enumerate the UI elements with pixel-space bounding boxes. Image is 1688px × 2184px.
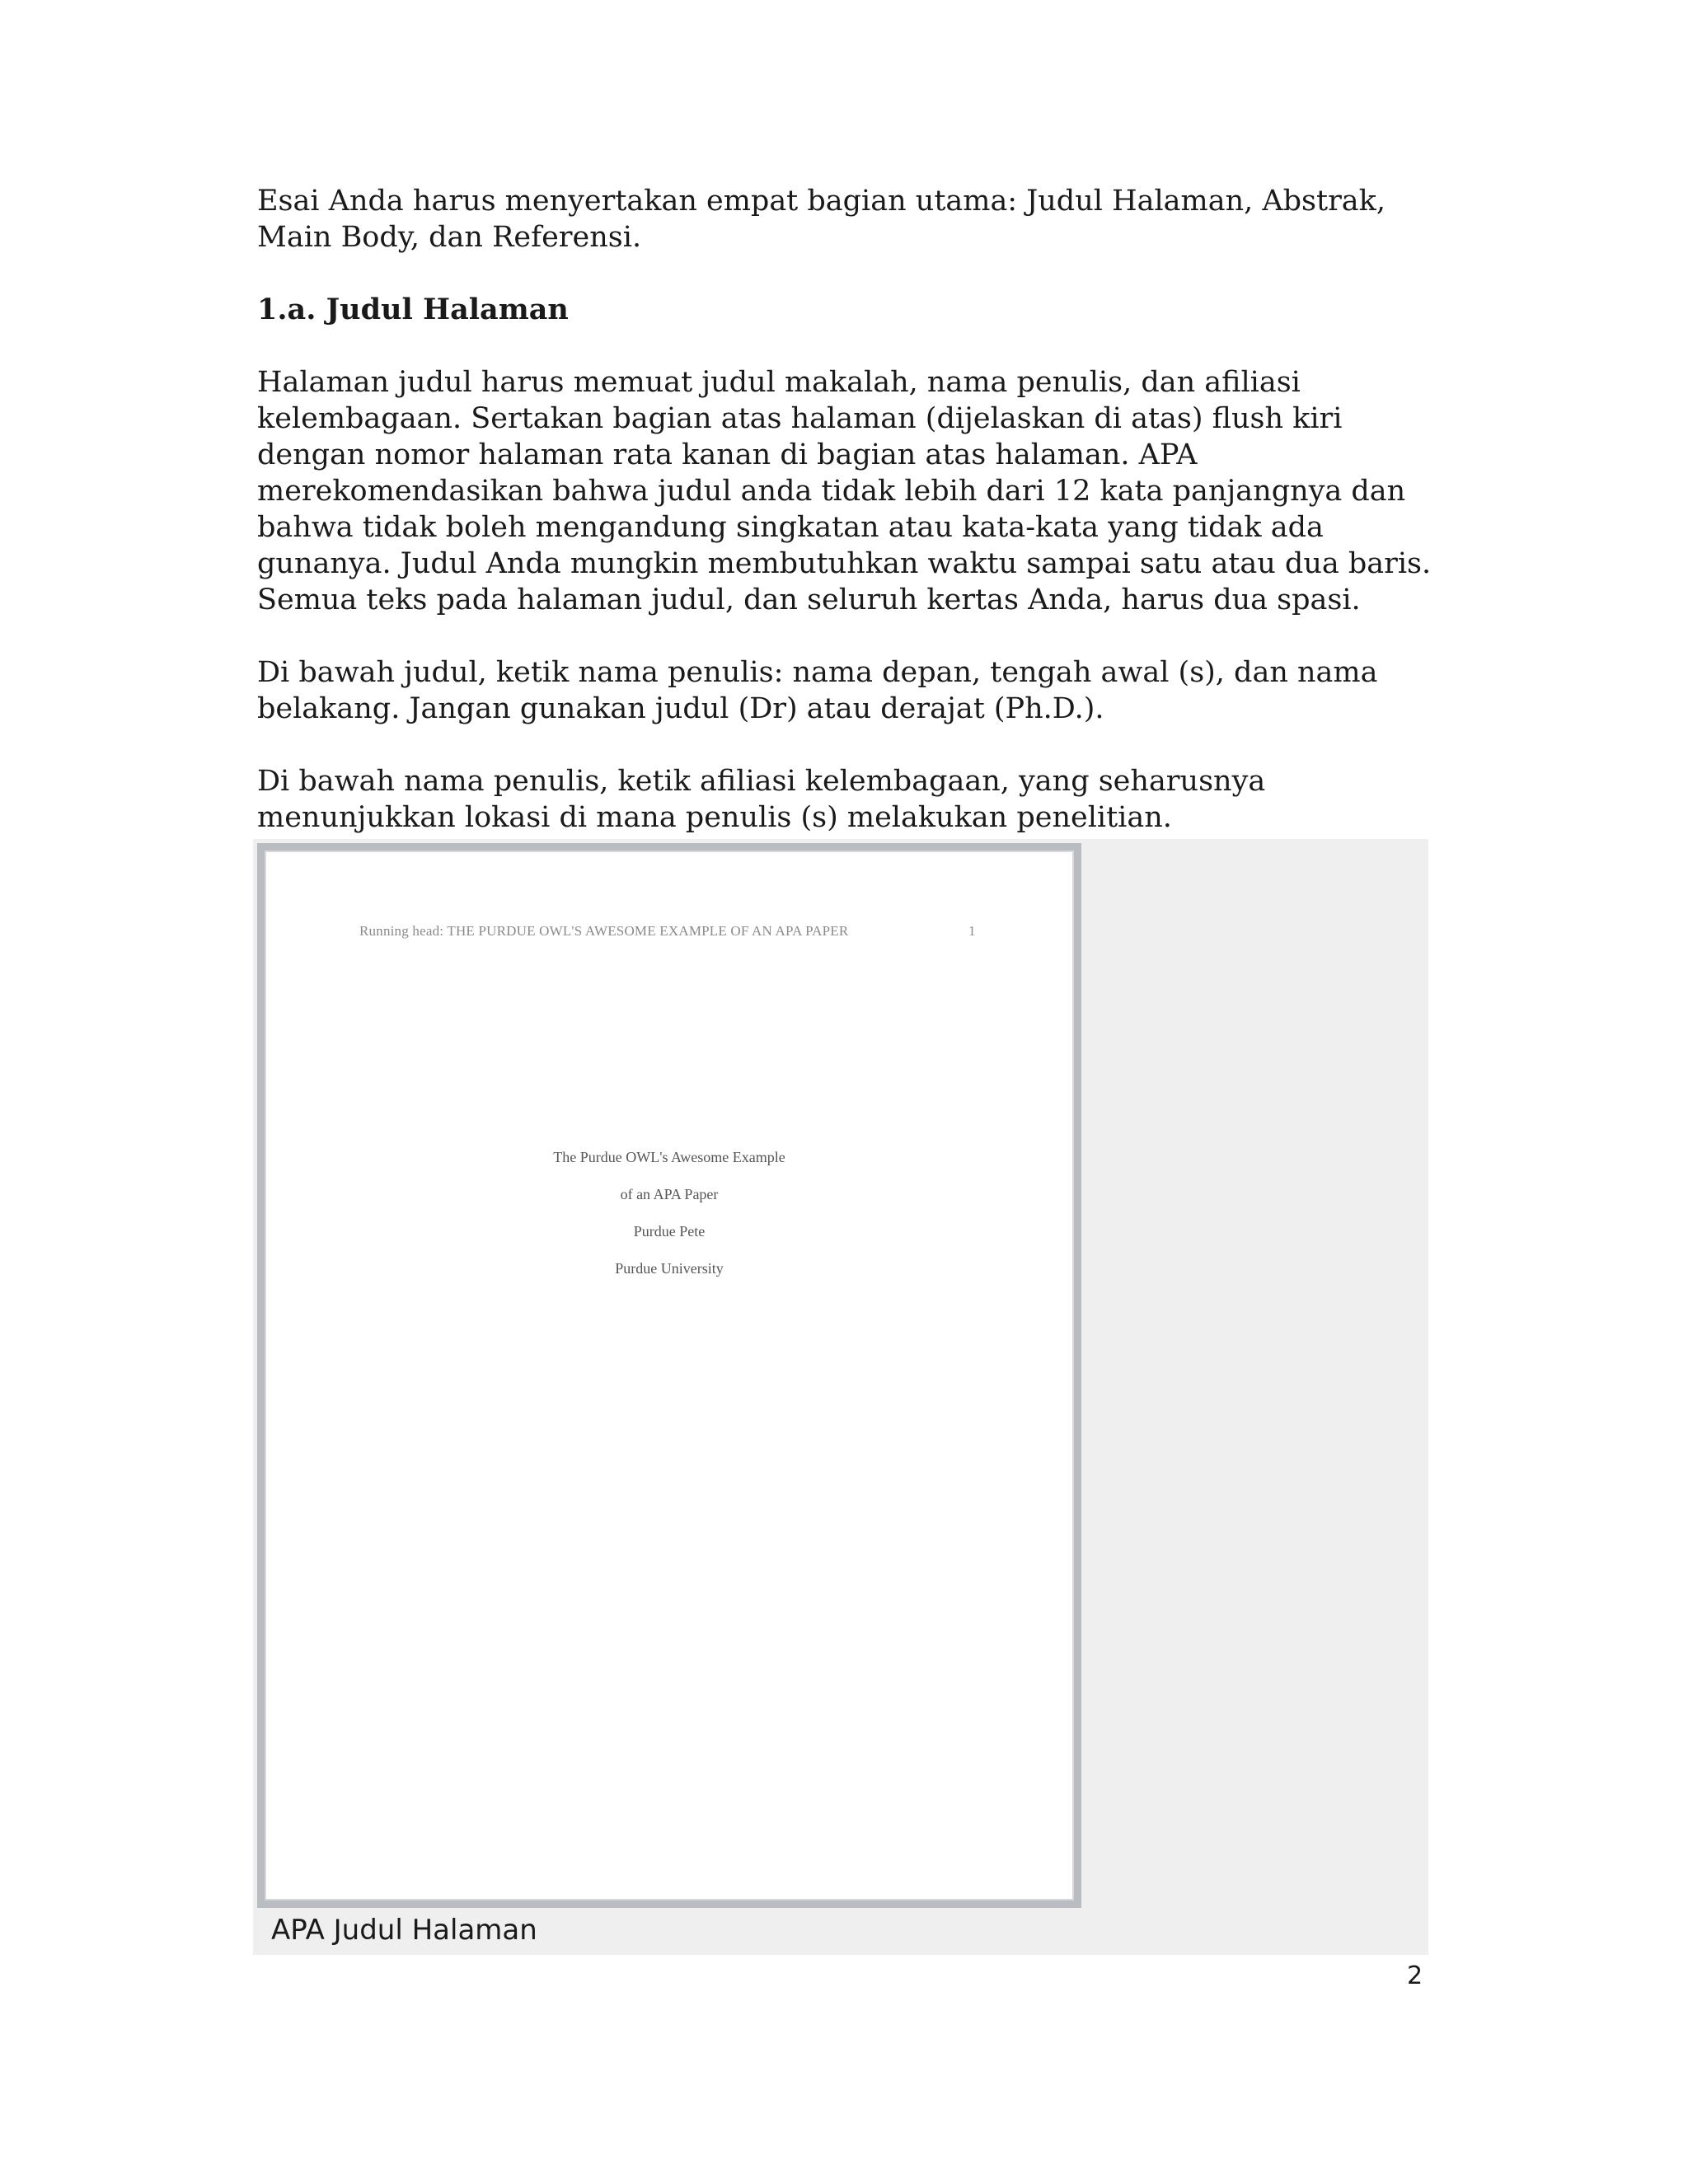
- paragraph-affiliation: Di bawah nama penulis, ketik afiliasi kelembagaan, yang seharusnya menunjukkan lokasi di mana penulis (s) melakukan penelitian.: [257, 765, 1266, 834]
- sample-page-number: 1: [968, 923, 976, 939]
- section-heading: 1.a. Judul Halaman: [257, 293, 569, 326]
- sample-page-image: [257, 843, 1081, 1908]
- paragraph-title-page: Halaman judul harus memuat judul makalah, nama penulis, dan afiliasi kelembagaan. Sertakan bagian atas halaman (dijelaskan di atas) flush kiri dengan nomor halaman rata kanan di bagian atas halaman. APA merekomendasikan bahwa judul anda tidak lebih dari 12 kata panjangnya dan bahwa tidak boleh mengandung singkatan atau kata-kata yang tidak ada gunanya. Judul Anda mungkin membutuhkan waktu sampai satu atau dua baris. Semua teks pada halaman judul, dan seluruh kertas Anda, harus dua spasi.: [257, 366, 1432, 616]
- sample-title-line-2: of an APA Paper: [620, 1186, 719, 1202]
- figure-apa-title-page: [253, 839, 1428, 1955]
- sample-institution: Purdue University: [615, 1260, 724, 1277]
- intro-paragraph: Esai Anda harus menyertakan empat bagian utama: Judul Halaman, Abstrak, Main Body, dan Referensi.: [257, 185, 1386, 254]
- sample-title-block: [265, 1139, 1074, 1287]
- paragraph-author-name: Di bawah judul, ketik nama penulis: nama depan, tengah awal (s), dan nama belakang. Jangan gunakan judul (Dr) atau derajat (Ph.D.).: [257, 656, 1378, 725]
- figure-caption: APA Judul Halaman: [271, 1914, 537, 1947]
- sample-title-line-1: The Purdue OWL's Awesome Example: [553, 1149, 785, 1165]
- sample-author: Purdue Pete: [633, 1223, 706, 1240]
- document-body: [257, 183, 1436, 872]
- sample-running-head: Running head: THE PURDUE OWL'S AWESOME EXAMPLE OF AN APA PAPER: [359, 923, 849, 939]
- page-number: 2: [1407, 1961, 1423, 1990]
